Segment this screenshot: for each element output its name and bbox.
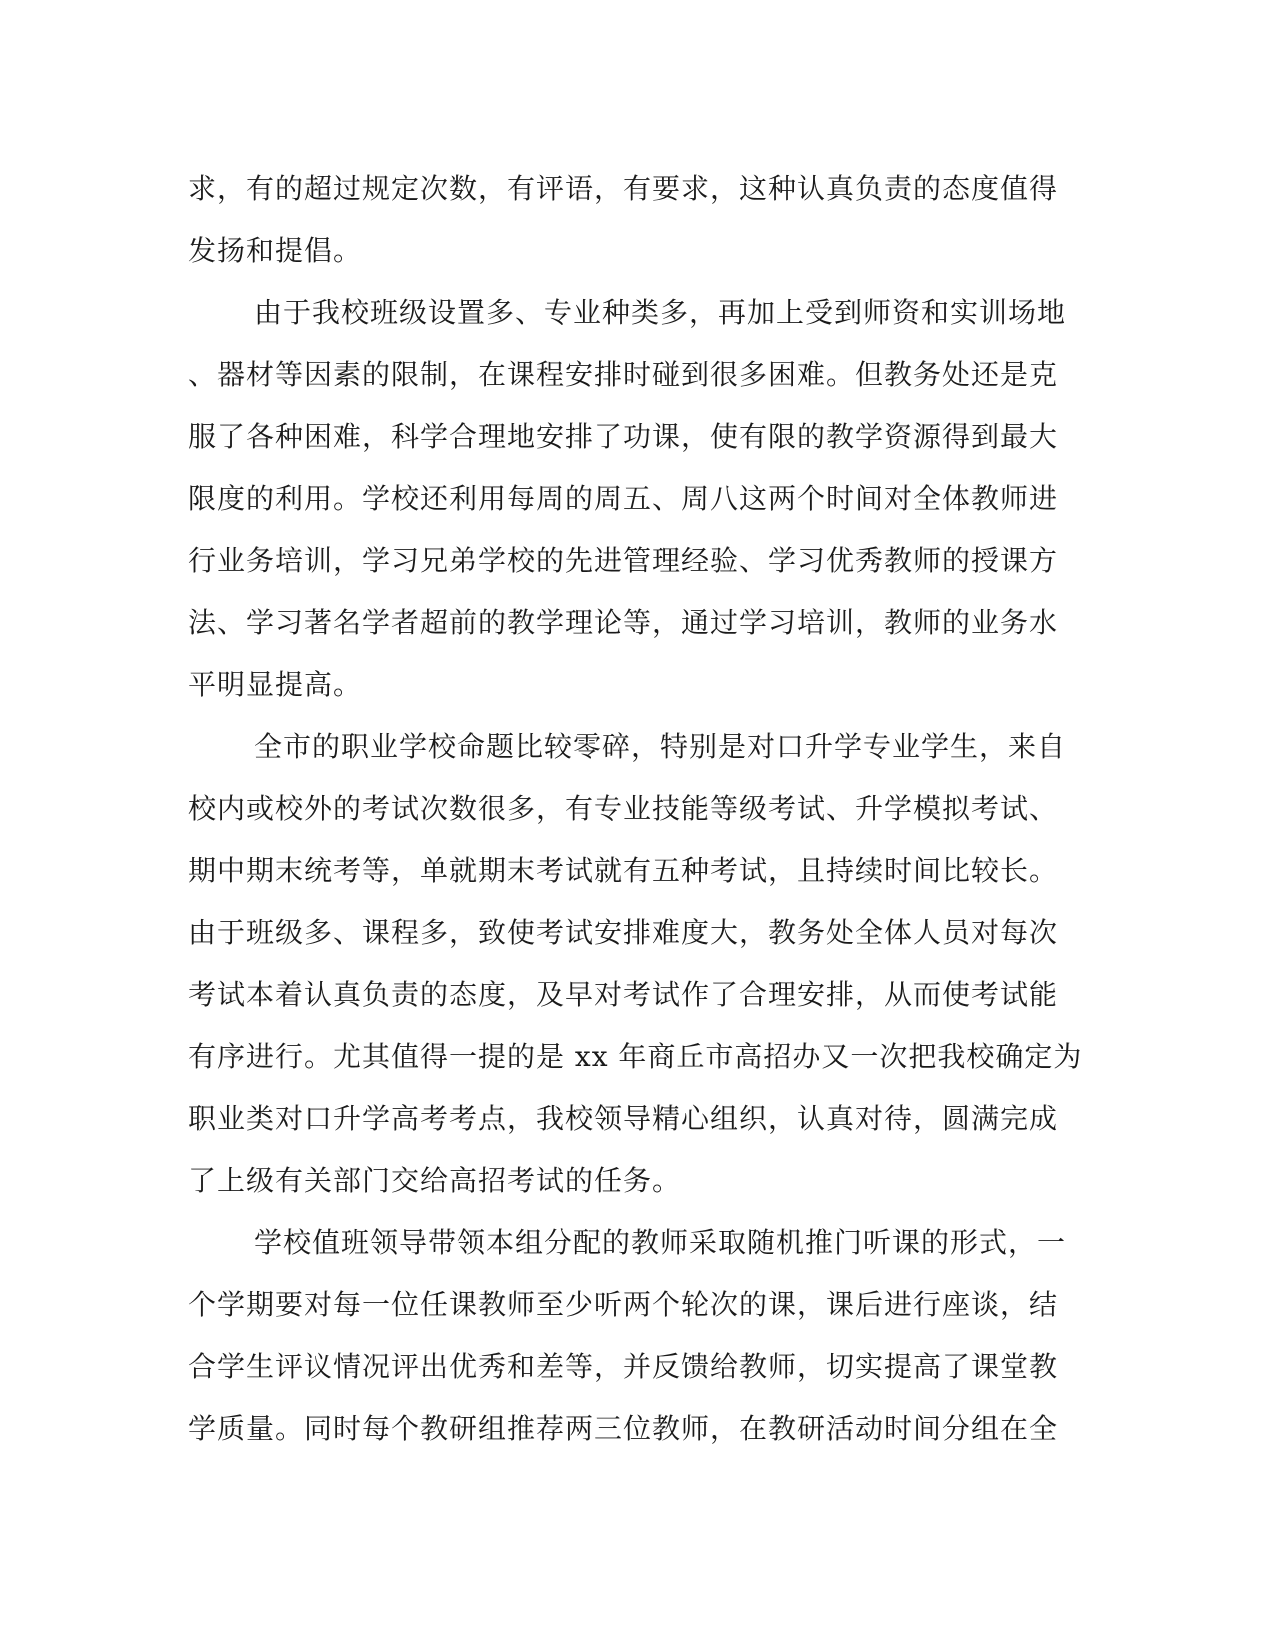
text-line: 职业类对口升学高考考点，我校领导精心组织，认真对待，圆满完成 <box>188 1102 1059 1135</box>
text-line: 由于班级多、课程多，致使考试安排难度大，教务处全体人员对每次 <box>188 916 1059 949</box>
text-line: 限度的利用。学校还利用每周的周五、周八这两个时间对全体教师进 <box>188 482 1059 515</box>
text-line: 期中期末统考等，单就期末考试就有五种考试，且持续时间比较长。 <box>188 854 1059 887</box>
text-line: 由于我校班级设置多、专业种类多，再加上受到师资和实训场地 <box>254 296 1067 329</box>
text-line: 学校值班领导带领本组分配的教师采取随机推门听课的形式，一 <box>254 1226 1067 1259</box>
body-text <box>188 158 1083 1460</box>
text-line: 校内或校外的考试次数很多，有专业技能等级考试、升学模拟考试、 <box>188 792 1059 825</box>
text-line: 服了各种困难，科学合理地安排了功课，使有限的教学资源得到最大 <box>188 420 1059 453</box>
text-line: 有序进行。尤其值得一提的是 xx 年商丘市高招办又一次把我校确定为 <box>188 1040 1083 1073</box>
text-line: 全市的职业学校命题比较零碎，特别是对口升学专业学生，来自 <box>254 730 1067 763</box>
text-line: 学质量。同时每个教研组推荐两三位教师，在教研活动时间分组在全 <box>188 1412 1059 1445</box>
text-line: 求，有的超过规定次数，有评语，有要求，这种认真负责的态度值得 <box>188 172 1059 205</box>
text-line: 、器材等因素的限制，在课程安排时碰到很多困难。但教务处还是克 <box>188 358 1059 391</box>
text-line: 发扬和提倡。 <box>188 234 363 267</box>
text-line: 个学期要对每一位任课教师至少听两个轮次的课，课后进行座谈，结 <box>188 1288 1059 1321</box>
text-line: 法、学习著名学者超前的教学理论等，通过学习培训，教师的业务水 <box>188 606 1059 639</box>
text-line: 合学生评议情况评出优秀和差等，并反馈给教师，切实提高了课堂教 <box>188 1350 1059 1383</box>
text-line: 行业务培训，学习兄弟学校的先进管理经验、学习优秀教师的授课方 <box>188 544 1059 577</box>
text-line: 了上级有关部门交给高招考试的任务。 <box>188 1164 682 1197</box>
text-line: 平明显提高。 <box>188 668 363 701</box>
text-line: 考试本着认真负责的态度，及早对考试作了合理安排，从而使考试能 <box>188 978 1059 1011</box>
